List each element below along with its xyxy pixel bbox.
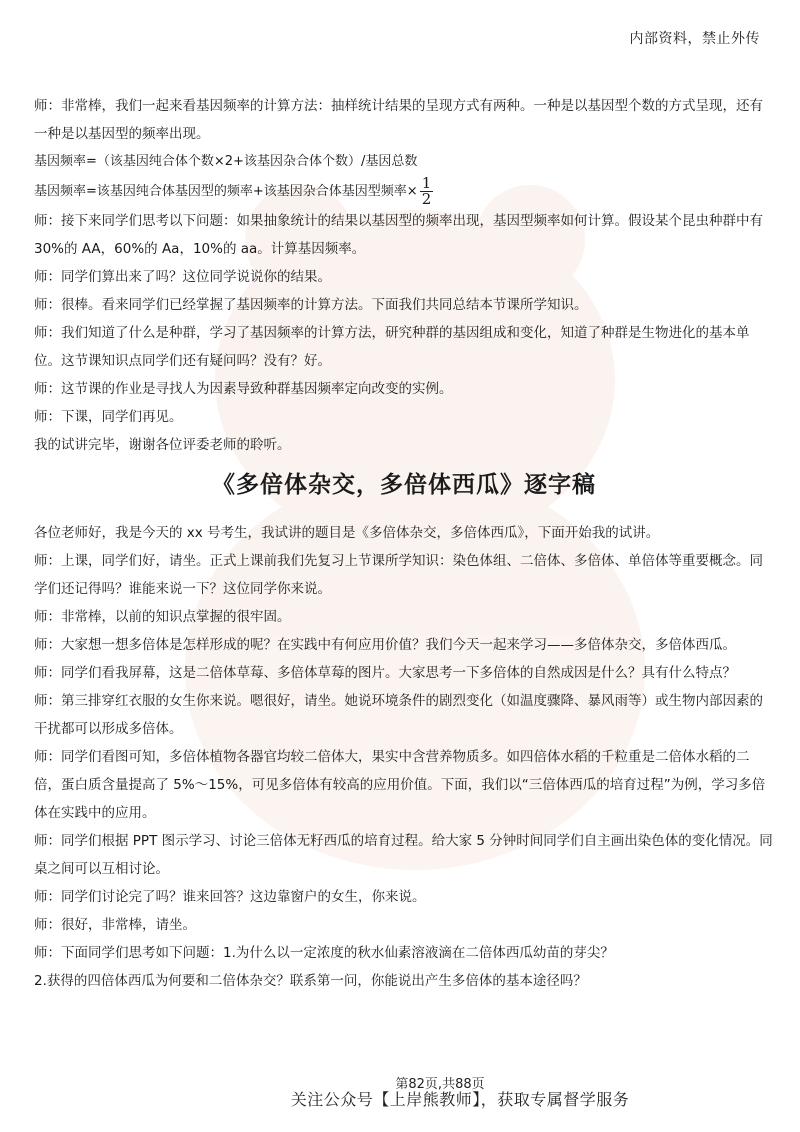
paragraph: 师：非常棒，我们一起来看基因频率的计算方法：抽样统计结果的呈现方式有两种。一种是以基因型个数的方式呈现，还有一种是以基因型的频率出现。 — [34, 98, 763, 142]
paragraph: 师：我们知道了什么是种群，学习了基因频率的计算方法，研究种群的基因组成和变化，知道了种群是生物进化的基本单位。这节课知识点同学们还有疑问吗？没有？好。 — [34, 325, 750, 369]
document-body — [34, 92, 774, 995]
paragraph: 2.获得的四倍体西瓜为何要和二倍体杂交？联系第一问，你能说出产生多倍体的基本途径吗？ — [34, 973, 587, 989]
follow-account-note: 关注公众号【上岸熊教师】，获取专属督学服务 — [290, 1090, 630, 1109]
paragraph: 师：这节课的作业是寻找人为因素导致种群基因频率定向改变的实例。 — [34, 381, 453, 397]
paragraph: 师：上课，同学们好，请坐。正式上课前我们先复习上节课所学知识：染色体组、二倍体、多倍体、单倍体等重要概念。同学们还记得吗？谁能来说一下？这位同学你来说。 — [34, 553, 763, 597]
paragraph: 师：接下来同学们思考以下问题：如果抽象统计的结果以基因型的频率出现，基因型频率如何计算。假设某个昆虫种群中有 30%的 AA，60%的 Aa，10%的 aa。计算基因频率。 — [34, 213, 763, 257]
formula-gene-frequency-rate — [34, 176, 774, 207]
formula-text: 基因频率=该基因纯合体基因型的频率+该基因杂合体基因型频率× — [34, 184, 418, 199]
paragraph: 师：大家想一想多倍体是怎样形成的呢？在实践中有何应用价值？我们今天一起来学习——多倍体杂交，多倍体西瓜。 — [34, 637, 736, 653]
paragraph: 师：非常棒，以前的知识点掌握的很牢固。 — [34, 609, 291, 625]
confidential-note: 内部资料，禁止外传 — [629, 31, 760, 47]
paragraph: 师：同学们算出来了吗？这位同学说说你的结果。 — [34, 269, 331, 285]
paragraph: 师：下面同学们思考如下问题：1.为什么以一定浓度的秋水仙素溶液滴在二倍体西瓜幼苗的芽尖？ — [34, 945, 614, 961]
paragraph: 师：同学们根据 PPT 图示学习、讨论三倍体无籽西瓜的培育过程。给大家 5 分钟时间同学们自主画出染色体的变化情况。同桌之间可以互相讨论。 — [34, 833, 773, 877]
paragraph: 师：很棒。看来同学们已经掌握了基因频率的计算方法。下面我们共同总结本节课所学知识。 — [34, 297, 588, 313]
paragraph: 师：很好，非常棒，请坐。 — [34, 917, 196, 933]
fraction-denominator: 2 — [421, 190, 432, 208]
paragraph: 师：第三排穿红衣服的女生你来说。嗯很好，请坐。她说环境条件的剧烈变化（如温度骤降、暴风雨等）或生物内部因素的干扰都可以形成多倍体。 — [34, 693, 763, 737]
formula-gene-frequency-count: 基因频率=（该基因纯合体个数×2+该基因杂合体个数）/基因总数 — [34, 154, 418, 169]
paragraph: 师：下课，同学们再见。 — [34, 409, 183, 425]
page-number: 第82页,共88页 — [395, 1077, 485, 1092]
paragraph: 各位老师好，我是今天的 xx 号考生，我试讲的题目是《多倍体杂交，多倍体西瓜》，下面开始我的试讲。 — [34, 525, 660, 541]
paragraph: 师：同学们讨论完了吗？谁来回答？这边靠窗户的女生，你来说。 — [34, 889, 426, 905]
paragraph: 师：同学们看图可知，多倍体植物各器官均较二倍体大，果实中含营养物质多。如四倍体水稻的千粒重是二倍体水稻的二倍，蛋白质含量提高了 5%～15%，可见多倍体有较高的应用价值。下面，我们以“三倍体西瓜的培育过程”为例，学习多倍体在实践中的应用。 — [34, 749, 766, 821]
paragraph: 师：同学们看我屏幕，这是二倍体草莓、多倍体草莓的图片。大家思考一下多倍体的自然成因是什么？具有什么特点？ — [34, 665, 736, 681]
section-title: 《多倍体杂交，多倍体西瓜》逐字稿 — [212, 472, 596, 498]
paragraph: 我的试讲完毕，谢谢各位评委老师的聆听。 — [34, 437, 291, 453]
fraction-one-half — [420, 176, 434, 207]
fraction-numerator: 1 — [421, 174, 432, 192]
